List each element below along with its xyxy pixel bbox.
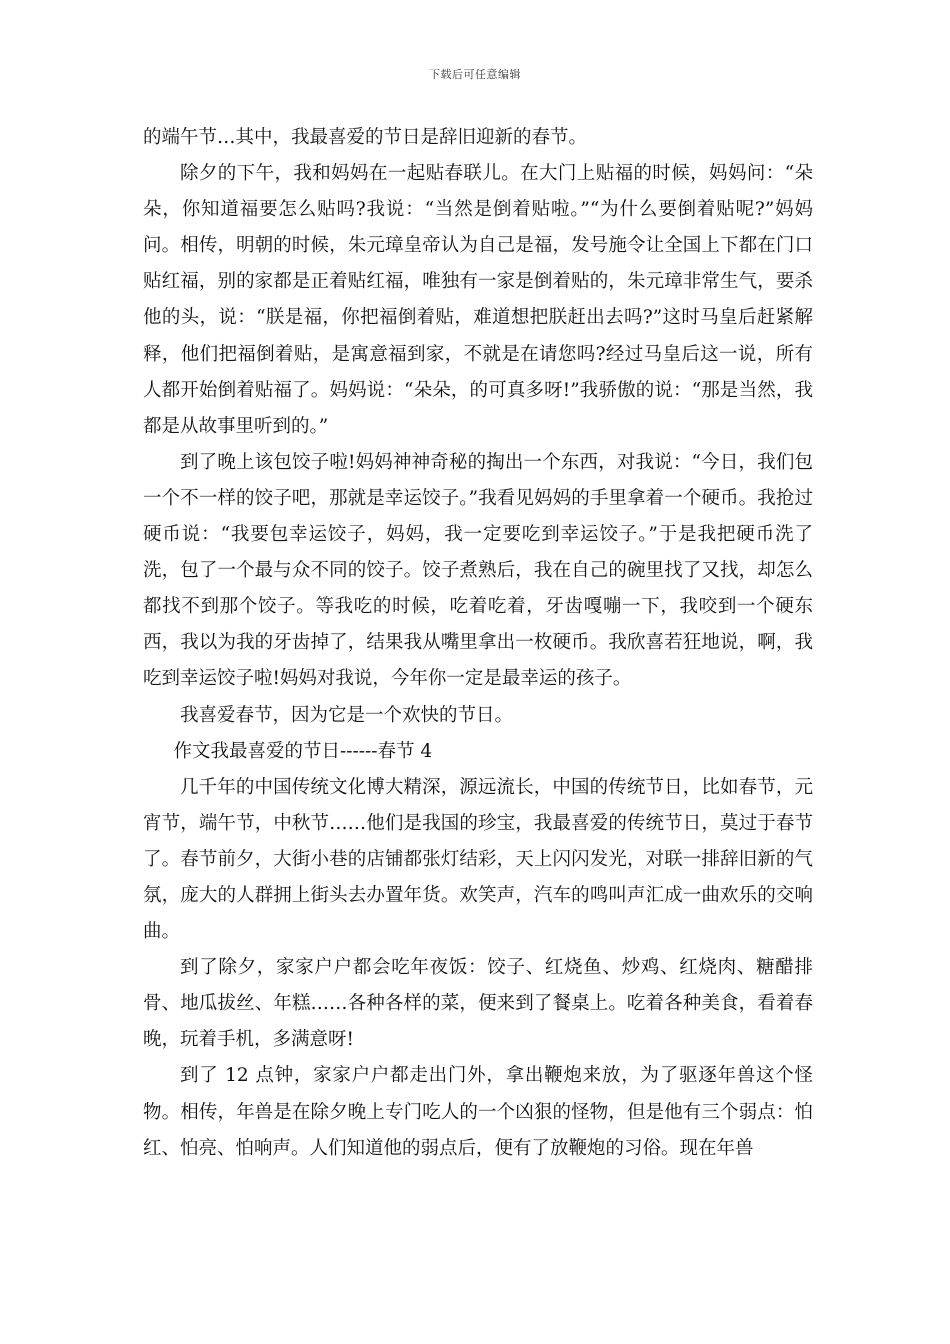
paragraph-7: 到了 12 点钟，家家户户都走出门外，拿出鞭炮来放，为了驱逐年兽这个怪物。相传，年兽是在除夕晚上专门吃人的一个凶狠的怪物，但是他有三个弱点：怕红、怕亮、怕响声。人们知道他的弱点后，便有了放鞭炮的习俗。现在年兽 — [143, 1065, 813, 1159]
paragraph-4: 我喜爱春节，因为它是一个欢快的节日。 — [180, 704, 514, 726]
essay-title: 作文我最喜爱的节日------春节 4 — [173, 740, 433, 762]
page-header: 下载后可任意编辑 — [429, 68, 521, 81]
document-body — [143, 120, 813, 1167]
paragraph-2: 除夕的下午，我和妈妈在一起贴春联儿。在大门上贴福的时候，妈妈问：“朵朵，你知道福要怎么贴吗?我说：“当然是倒着贴啦。”“为什么要倒着贴呢?”妈妈问。相传，明朝的时候，朱元璋皇帝认为自己是福，发号施令让全国上下都在门口贴红福，别的家都是正着贴红福，唯独有一家是倒着贴的，朱元璋非常生气，要杀他的头，说：“朕是福，你把福倒着贴，难道想把朕赶出去吗?”这时马皇后赶紧解释，他们把福倒着贴，是寓意福到家，不就是在请您吗?经过马皇后这一说，所有人都开始倒着贴福了。妈妈说：“朵朵，的可真多呀!”我骄傲的说：“那是当然，我都是从故事里听到的。” — [143, 163, 813, 437]
paragraph-5: 几千年的中国传统文化博大精深，源远流长，中国的传统节日，比如春节，元宵节，端午节，中秋节……他们是我国的珍宝，我最喜爱的传统节日，莫过于春节了。春节前夕，大街小巷的店铺都张灯结彩，天上闪闪发光，对联一排辞旧新的气氛，庞大的人群拥上街头去办置年货。欢笑声，汽车的鸣叫声汇成一曲欢乐的交响曲。 — [143, 776, 813, 943]
paragraph-1: 的端午节…其中，我最喜爱的节日是辞旧迎新的春节。 — [143, 127, 588, 148]
paragraph-3: 到了晚上该包饺子啦!妈妈神神奇秘的掏出一个东西，对我说：“今日，我们包一个不一样的饺子吧，那就是幸运饺子。”我看见妈妈的手里拿着一个硬币。我抢过硬币说：“我要包幸运饺子，妈妈，我一定要吃到幸运饺子。”于是我把硬币洗了洗，包了一个最与众不同的饺子。饺子煮熟后，我在自己的碗里找了又找，却怎么都找不到那个饺子。等我吃的时候，吃着吃着，牙齿嘎嘣一下，我咬到一个硬东西，我以为我的牙齿掉了，结果我从嘴里拿出一枚硬币。我欣喜若狂地说，啊，我吃到幸运饺子啦!妈妈对我说，今年你一定是最幸运的孩子。 — [143, 451, 813, 690]
paragraph-6: 到了除夕，家家户户都会吃年夜饭：饺子、红烧鱼、炒鸡、红烧肉、糖醋排骨、地瓜拔丝、年糕……各种各样的菜，便来到了餐桌上。吃着各种美食，看着春晚，玩着手机，多满意呀! — [143, 957, 813, 1051]
